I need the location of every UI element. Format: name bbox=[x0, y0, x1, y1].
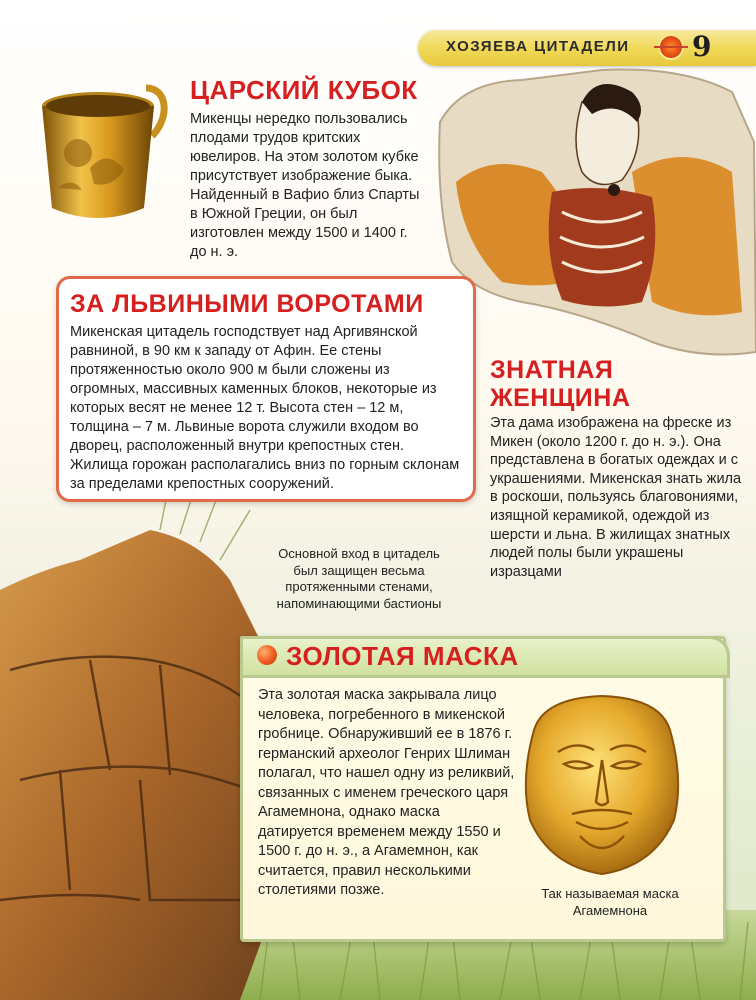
gold-mask-paragraph: Эта золотая маска закрывала лицо человека, погребенного в микенской гробнице. Обнаруживший ее в 1876 г. германский археолог Генрих Шлиман полагал, что нашел одну из реликвий, связанных с именем греческого царя Агамемнона, однако маска датируется временем между 1550 и 1500 г. до н. э., а Агамемнон, как считается, правил несколькими столетиями позже. bbox=[258, 687, 515, 898]
lion-gate-paragraph: Микенская цитадель господствует над Аргивянской равниной, в 90 км к западу от Афин. Ее стены протяженностью около 900 м были сложены из огромных, массивных каменных блоков, некоторые из которых весят не менее 12 т. Высота стен – 12 м, толщина – 7 м. Львиные ворота служили входом во дворец, расположенный внутри крепостных стен. Жилища горожан располагались вниз по горным склонам за пределами крепостных сооружений. bbox=[70, 324, 460, 492]
cup-paragraph: Микенцы нередко пользовались плодами трудов критских ювелиров. На этом золотом кубке присутствует изображение быка. Найденный в Вафио близ Спарты в Южной Греции, он был изготовлен между 1500 и 1400 г. до н. э. bbox=[190, 111, 420, 260]
bullet-icon bbox=[257, 645, 277, 665]
cup-heading: ЦАРСКИЙ КУБОК bbox=[190, 75, 418, 105]
page-number: 9 bbox=[692, 30, 712, 63]
wall-caption: Основной вход в цитадель был защищен весьма протяженными стенами, напоминающими бастионы bbox=[276, 546, 442, 611]
fresco-noblewoman-image bbox=[432, 62, 756, 362]
ornament-icon bbox=[660, 36, 682, 58]
gold-mask-image bbox=[514, 690, 690, 880]
noble-woman-paragraph: Эта дама изображена на фреске из Микен (около 1200 г. до н. э.). Она представлена в богатых одеждах и с украшениями. Микенская знать жила в роскоши, пользуясь благовониями, изящной керамикой, одеждой из шерсти и льна. В жилищах знатных людей полы были украшены изразцами bbox=[490, 415, 742, 580]
lion-gate-heading: ЗА ЛЬВИНЫМИ ВОРОТАМИ bbox=[70, 290, 424, 318]
section-title: ХОЗЯЕВА ЦИТАДЕЛИ bbox=[446, 38, 630, 55]
golden-cup-image bbox=[28, 78, 178, 228]
noble-woman-heading: ЗНАТНАЯ ЖЕНЩИНА bbox=[490, 356, 631, 412]
gold-mask-heading: ЗОЛОТАЯ МАСКА bbox=[286, 641, 519, 671]
gold-mask-caption: Так называемая маска Агамемнона bbox=[541, 886, 679, 918]
